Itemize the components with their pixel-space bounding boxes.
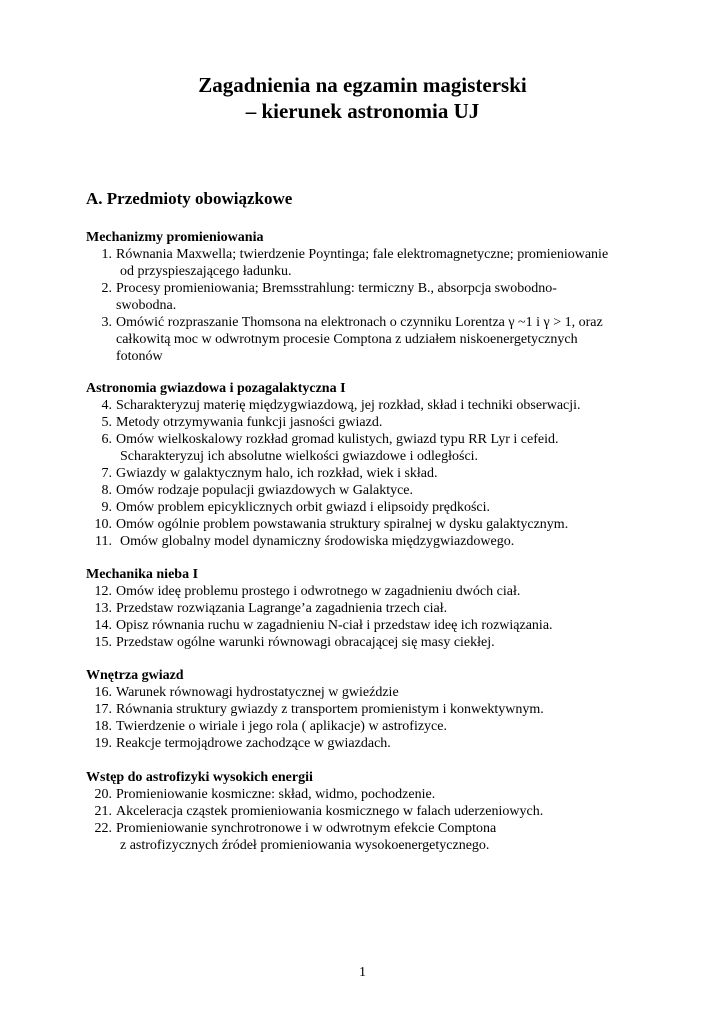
item-text: Przedstaw rozwiązania Lagrange’a zagadnienia trzech ciał.	[116, 601, 448, 616]
item-number: 15.	[94, 635, 112, 650]
list-item	[86, 465, 646, 482]
item-number: 2.	[101, 281, 112, 296]
item-text-continuation: z astrofizycznych źródeł promieniowania wysokoenergetycznego.	[120, 838, 490, 853]
section-heading: A. Przedmioty obowiązkowe	[86, 189, 293, 208]
group-wnetrza-gwiazd	[86, 667, 646, 752]
item-text-continuation: swobodna.	[116, 298, 177, 313]
item-text-continuation: całkowitą moc w odwrotnym procesie Comptona z udziałem niskoenergetycznych	[116, 332, 578, 347]
item-text: Twierdzenie o wiriale i jego rola ( aplikacje) w astrofizyce.	[116, 719, 447, 734]
list-item	[86, 246, 646, 280]
list-item	[86, 701, 646, 718]
item-number: 22.	[94, 821, 112, 836]
item-number: 3.	[101, 315, 112, 330]
list-item	[86, 314, 646, 365]
document-title	[0, 72, 725, 124]
item-number: 13.	[94, 601, 112, 616]
item-number: 16.	[94, 685, 112, 700]
item-text: Przedstaw ogólne warunki równowagi obracającej się masy ciekłej.	[116, 635, 495, 650]
item-number: 20.	[94, 787, 112, 802]
group-heading: Wstęp do astrofizyki wysokich energii	[86, 770, 313, 785]
item-text: Promieniowanie kosmiczne: skład, widmo, pochodzenie.	[116, 787, 436, 802]
group-mechanika-nieba	[86, 566, 646, 651]
item-text-continuation: od przyspieszającego ładunku.	[120, 264, 292, 279]
list-item	[86, 482, 646, 499]
item-number: 12.	[94, 584, 112, 599]
item-text: Omów ogólnie problem powstawania struktury spiralnej w dysku galaktycznym.	[116, 517, 569, 532]
item-text: Omów problem epicyklicznych orbit gwiazd i elipsoidy prędkości.	[116, 500, 491, 515]
item-number: 6.	[101, 432, 112, 447]
list-item	[86, 431, 646, 465]
group-heading: Astronomia gwiazdowa i pozagalaktyczna I	[86, 381, 346, 396]
list-item	[86, 516, 646, 533]
item-text: Warunek równowagi hydrostatycznej w gwieździe	[116, 685, 399, 700]
item-number: 17.	[94, 702, 112, 717]
item-text: Równania struktury gwiazdy z transportem promienistym i konwektywnym.	[116, 702, 544, 717]
group-astrofizyka-wysokich-energii	[86, 769, 646, 854]
item-text: Omów rodzaje populacji gwiazdowych w Galaktyce.	[116, 483, 414, 498]
item-number: 19.	[94, 736, 112, 751]
group-astronomia-gwiazdowa	[86, 380, 646, 550]
list-item	[86, 735, 646, 752]
item-number: 5.	[101, 415, 112, 430]
list-item	[86, 600, 646, 617]
item-text: Omówić rozpraszanie Thomsona na elektronach o czynniku Lorentza γ ~1 i γ > 1, oraz	[116, 315, 603, 330]
item-text: Metody otrzymywania funkcji jasności gwiazd.	[116, 415, 383, 430]
page-number: 1	[359, 965, 366, 980]
item-text: Opisz równania ruchu w zagadnieniu N-ciał i przedstaw ideę ich rozwiązania.	[116, 618, 553, 633]
item-text: Gwiazdy w galaktycznym halo, ich rozkład, wiek i skład.	[116, 466, 438, 481]
item-number: 1.	[101, 247, 112, 262]
item-number: 18.	[94, 719, 112, 734]
group-heading: Mechanizmy promieniowania	[86, 230, 264, 245]
item-number: 8.	[101, 483, 112, 498]
item-number: 4.	[101, 398, 112, 413]
list-item	[86, 280, 646, 314]
item-text: Omów ideę problemu prostego i odwrotnego w zagadnieniu dwóch ciał.	[116, 584, 521, 599]
group-heading: Wnętrza gwiazd	[86, 668, 184, 683]
list-item	[86, 786, 646, 803]
list-item	[86, 684, 646, 701]
list-item	[86, 533, 646, 550]
list-item	[86, 583, 646, 600]
list-item	[86, 634, 646, 651]
title-line-1: Zagadnienia na egzamin magisterski	[198, 73, 527, 97]
group-heading: Mechanika nieba I	[86, 567, 199, 582]
item-text: Omów globalny model dynamiczny środowiska międzygwiazdowego.	[120, 534, 515, 549]
group-mechanizmy-promieniowania	[86, 229, 646, 365]
title-line-2: – kierunek astronomia UJ	[245, 99, 480, 123]
item-text: Akceleracja cząstek promieniowania kosmicznego w falach uderzeniowych.	[116, 804, 544, 819]
item-number: 10.	[94, 517, 112, 532]
list-item	[86, 820, 646, 854]
item-text: Scharakteryzuj materię międzygwiazdową, jej rozkład, skład i techniki obserwacji.	[116, 398, 581, 413]
list-item	[86, 718, 646, 735]
list-item	[86, 499, 646, 516]
item-text-continuation: Scharakteryzuj ich absolutne wielkości gwiazdowe i odległości.	[120, 449, 479, 464]
item-number: 21.	[94, 804, 112, 819]
item-text: Procesy promieniowania; Bremsstrahlung: termiczny B., absorpcja swobodno-	[116, 281, 557, 296]
item-text: Promieniowanie synchrotronowe i w odwrotnym efekcie Comptona	[116, 821, 497, 836]
item-number: 9.	[101, 500, 112, 515]
item-text: Omów wielkoskalowy rozkład gromad kulistych, gwiazd typu RR Lyr i cefeid.	[116, 432, 559, 447]
list-item	[86, 397, 646, 414]
item-text-continuation-2: fotonów	[116, 349, 163, 364]
item-number: 11.	[95, 534, 112, 549]
item-text: Równania Maxwella; twierdzenie Poyntinga; fale elektromagnetyczne; promieniowanie	[116, 247, 609, 262]
list-item	[86, 803, 646, 820]
list-item	[86, 414, 646, 431]
list-item	[86, 617, 646, 634]
item-number: 7.	[101, 466, 112, 481]
item-text: Reakcje termojądrowe zachodzące w gwiazdach.	[116, 736, 391, 751]
item-number: 14.	[94, 618, 112, 633]
